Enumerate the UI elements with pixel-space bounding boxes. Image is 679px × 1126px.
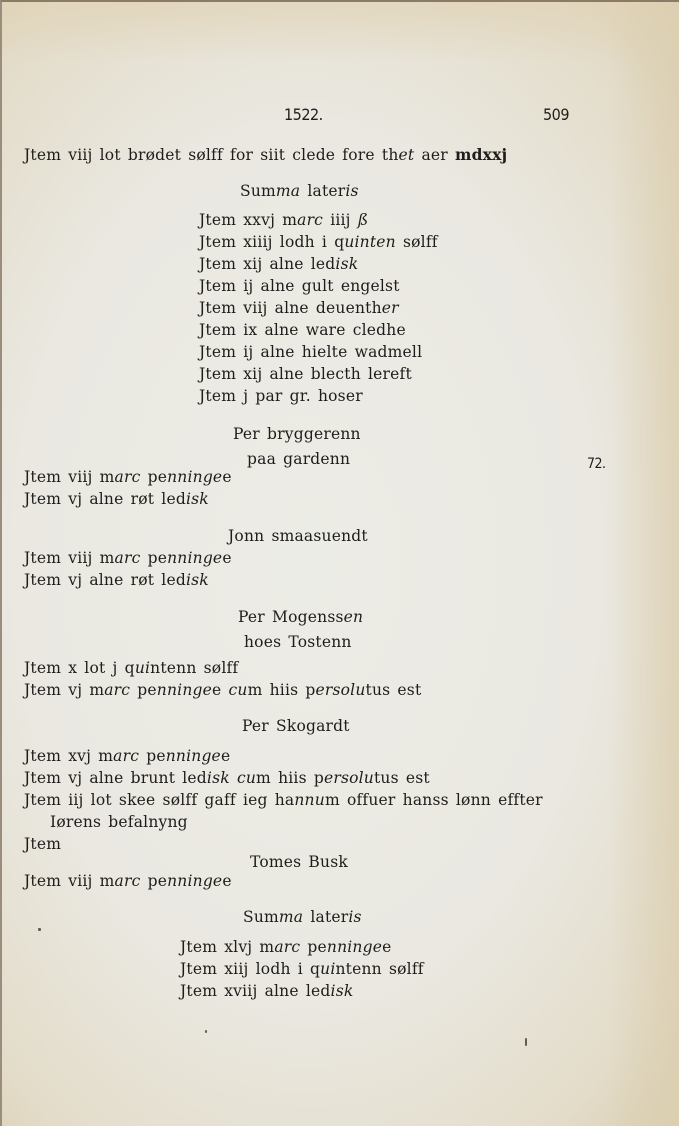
paper-speck bbox=[525, 1038, 527, 1046]
paper-stain-top bbox=[2, 2, 679, 62]
intro-line bbox=[24, 144, 507, 166]
list-item: Jtem xvj marc penningee bbox=[24, 747, 231, 765]
section-heading: Tomes Busk bbox=[250, 853, 348, 871]
list-item: Jtem xiiij lodh i quinten sølff bbox=[199, 233, 438, 251]
section-heading: Jonn smaasuendt bbox=[228, 527, 368, 545]
section-heading: Per Mogenssen bbox=[238, 608, 364, 626]
italic-text: is bbox=[345, 182, 359, 200]
list-item: Jtem vj alne brunt ledisk cum hiis persolutus est bbox=[24, 769, 430, 787]
list-item: Jtem bbox=[24, 835, 62, 853]
list-item: Jtem iij lot skee sølff gaff ieg hannum offuer hanss lønn effter bbox=[24, 791, 543, 809]
paper-speck bbox=[205, 1030, 207, 1033]
margin-number: 72. bbox=[587, 456, 606, 472]
list-item: Jtem viij marc penningee bbox=[24, 468, 232, 486]
italic-text: ma bbox=[275, 182, 301, 200]
text: later bbox=[300, 182, 346, 200]
text: Sum bbox=[240, 182, 276, 200]
year-numeral: mdxxj bbox=[455, 145, 508, 164]
section-heading: Per Skogardt bbox=[242, 717, 350, 735]
header-year: 1522. bbox=[284, 105, 323, 124]
list-item: Jtem xlvj marc penningee bbox=[180, 938, 392, 956]
paper-speck bbox=[38, 928, 41, 931]
list-item: Jtem vj alne røt ledisk bbox=[24, 571, 209, 589]
list-item: Jtem ij alne hielte wadmell bbox=[199, 343, 423, 361]
text: Jtem viij lot brødet sølff for siit clede fore th bbox=[24, 146, 399, 164]
list-item: Jtem x lot j quintenn sølff bbox=[24, 659, 239, 677]
page-number: 509 bbox=[543, 105, 569, 124]
list-item: Jtem xviij alne ledisk bbox=[180, 982, 354, 1000]
section-subheading: paa gardenn bbox=[247, 450, 351, 468]
section-heading-summa-lateris: Summa lateris bbox=[243, 908, 362, 926]
list-item: Jtem xij alne ledisk bbox=[199, 255, 359, 273]
section-heading-summa-lateris bbox=[240, 180, 359, 202]
list-item: Jtem xxvj marc iiij ß bbox=[199, 211, 369, 229]
list-item: Jtem j par gr. hoser bbox=[199, 387, 363, 405]
list-item: Jtem ij alne gult engelst bbox=[199, 277, 400, 295]
list-item: Jtem viij marc penningee bbox=[24, 872, 232, 890]
section-subheading: hoes Tostenn bbox=[244, 633, 352, 651]
paper-stain-right bbox=[609, 2, 679, 1126]
list-item: Jtem xiij lodh i quintenn sølff bbox=[180, 960, 424, 978]
italic-text: et bbox=[398, 146, 415, 164]
list-item: Jtem ix alne ware cledhe bbox=[199, 321, 406, 339]
list-item: Jtem vj marc penningee cum hiis persolutus est bbox=[24, 681, 422, 699]
list-item: Jtem viij alne deuenther bbox=[199, 299, 399, 317]
list-item-continuation: Iørens befalnyng bbox=[50, 813, 188, 831]
list-item: Jtem viij marc penningee bbox=[24, 549, 232, 567]
section-heading: Per bryggerenn bbox=[233, 425, 361, 443]
list-item: Jtem xij alne blecth lereft bbox=[199, 365, 412, 383]
list-item: Jtem vj alne røt ledisk bbox=[24, 490, 209, 508]
text: aer bbox=[414, 146, 455, 164]
